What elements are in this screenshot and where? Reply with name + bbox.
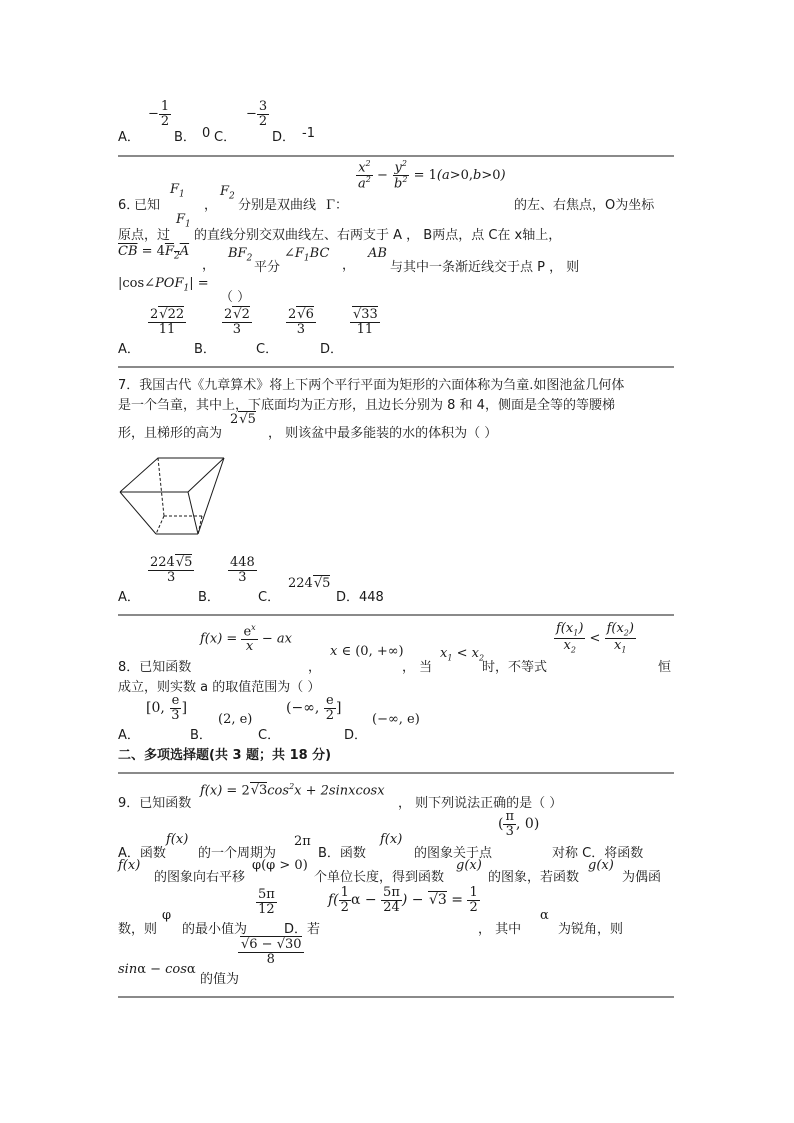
q7-line-3a: 形，且梯形的高为 xyxy=(118,426,223,441)
q8-function: f(x) = $\frac{e^x}{x}$ − ax xyxy=(200,623,292,654)
q8-option-c-value: (−∞, $\frac{e}{2}$ ] xyxy=(286,693,342,723)
q9-l3d: 为偶函 xyxy=(622,870,662,885)
q5-option-a-value: − $\frac{1}{2}$ xyxy=(148,99,170,129)
q9-l3c: 的图象，若函数 xyxy=(488,870,580,885)
q9-min-value: $\frac{5\pi}{12}$ xyxy=(258,887,275,917)
q6-option-d-label: D． xyxy=(320,342,344,357)
q5-option-d-value: -1 xyxy=(302,126,315,141)
q6-option-c-value: $\frac{2√6}{3}$ xyxy=(288,307,314,337)
question-7 xyxy=(118,370,678,610)
question-8 xyxy=(118,618,678,746)
q6-cos-expr: $|\cos\angle POF_1|$ = xyxy=(118,276,209,294)
q9-l2c: B．函数 xyxy=(318,846,366,861)
q6-text-1: 已知 xyxy=(134,198,161,213)
q9-point: ( $\frac{\pi}{3}$ , 0) xyxy=(498,809,540,839)
divider-rule xyxy=(118,996,674,998)
q8-option-a-label: A． xyxy=(118,728,140,743)
q7-option-d: D．448 xyxy=(336,590,384,605)
q9-text-1: ， 则下列说法正确的是（ ） xyxy=(398,796,563,811)
q9-l5a: 的值为 xyxy=(200,972,240,987)
q5-option-b-label: B． xyxy=(174,130,196,145)
q7-line-1: 7．我国古代《九章算术》将上下两个平行平面为矩形的六面体称为刍童.如图池盆几何体 xyxy=(118,378,625,393)
q8-text-1: ， xyxy=(308,660,322,675)
q9-l3a: 的图象向右平移 xyxy=(154,870,246,885)
q6-vector-eq: $\overline{CB} = 4F_2A$ xyxy=(118,244,190,262)
q9-l2a: A．函数 xyxy=(118,846,166,861)
q9-answer-value: $\frac{√6 - √30}{8}$ xyxy=(238,938,304,966)
q9-l2b: 的一个周期为 xyxy=(198,846,277,861)
q9-l4a: 数，则 xyxy=(118,922,158,937)
q8-condition: $x_1 < x_2$ xyxy=(440,646,485,663)
q7-line-2: 是一个刍童，其中上，下底面均为正方形，且边长分别为 8 和 4，侧面是全等的等腰梯 xyxy=(118,398,615,413)
q9-l4d: ， 其中 xyxy=(478,922,522,937)
q6-text-3: 的左、右焦点，O为坐标 xyxy=(514,198,655,213)
q9-l3b: 个单位长度，得到函数 xyxy=(314,870,445,885)
q9-fx-1: f(x) xyxy=(166,832,189,847)
q8-option-d-label: D． xyxy=(344,728,368,743)
q6-angle: $\angle F_1BC$ xyxy=(284,246,330,264)
q9-phi-condition: φ(φ > 0) xyxy=(252,858,308,873)
q5-option-b-value: 0 xyxy=(202,126,211,141)
q8-option-c-label: C． xyxy=(258,728,281,743)
q7-option-b-label: B． xyxy=(198,590,220,605)
q7-option-c-value: 224√5 xyxy=(288,576,331,591)
q9-l4c: D．若 xyxy=(284,922,321,937)
q9-l2d: 的图象关于点 xyxy=(414,846,493,861)
q6-comma: ， xyxy=(204,198,218,213)
q6-text-6: 平分 xyxy=(254,260,281,275)
q8-option-b-value: (2, e) xyxy=(218,712,253,727)
q8-domain: x ∈ (0, +∞) xyxy=(330,644,404,659)
q9-l4b: 的最小值为 xyxy=(182,922,248,937)
frustum-figure xyxy=(118,450,230,540)
divider-rule xyxy=(118,366,674,368)
q8-option-a-value: [0, $\frac{e}{3}$ ] xyxy=(146,693,188,723)
q6-ab: AB xyxy=(368,246,387,261)
q7-option-a-label: A． xyxy=(118,590,140,605)
q9-fx-3: f(x) xyxy=(118,858,141,873)
q7-option-c-label: C． xyxy=(258,590,281,605)
section-heading-multiple-choice: 二、多项选择题(共 3 题；共 18 分) xyxy=(118,748,332,763)
q9-alpha: α xyxy=(540,908,549,923)
q6-f1-b: $F_1$ xyxy=(176,212,191,230)
q8-line-2: 成立，则实数 a 的取值范围为（ ） xyxy=(118,680,321,695)
q6-option-a-value: $\frac{2√22}{11}$ xyxy=(150,307,185,337)
q6-text-2: 分别是双曲线 xyxy=(238,198,317,213)
q6-comma-2: ， xyxy=(202,258,216,273)
q8-text-2: ， 当 xyxy=(402,660,433,675)
q8-number: 8．已知函数 xyxy=(118,660,192,675)
q9-fx-2: f(x) xyxy=(380,832,403,847)
q6-option-b-label: B． xyxy=(194,342,216,357)
q6-option-c-label: C． xyxy=(256,342,279,357)
q7-height-value: 2√5 xyxy=(230,412,256,427)
q6-option-b-value: $\frac{2√2}{3}$ xyxy=(224,307,250,337)
q9-expression: sinα − cosα xyxy=(118,962,196,977)
divider-rule xyxy=(118,155,674,157)
q9-phi: φ xyxy=(162,908,172,923)
q8-text-4: 恒 xyxy=(658,660,672,675)
q6-text-7: 与其中一条渐近线交于点 P ， 则 xyxy=(390,260,580,275)
q5-option-d-label: D． xyxy=(272,130,296,145)
q9-period: 2π xyxy=(294,834,311,849)
q6-option-a-label: A． xyxy=(118,342,140,357)
q7-option-a-value: $\frac{224√5}{3}$ xyxy=(150,555,193,585)
q6-f1: $F_1$ xyxy=(170,182,185,200)
divider-rule xyxy=(118,614,674,616)
q5-option-c-label: C． xyxy=(214,130,237,145)
question-9 xyxy=(118,776,678,986)
q9-condition: f( $\frac{1}{2}$ α − $\frac{5\pi}{24}$ ) − √3 = $\frac{1}{2}$ xyxy=(328,885,478,915)
q9-number: 9．已知函数 xyxy=(118,796,192,811)
q6-f2: $F_2$ xyxy=(220,184,235,202)
q5-options xyxy=(118,96,678,146)
q6-text-4: 原点，过 xyxy=(118,228,171,243)
q6-text-5: 的直线分别交双曲线左、右两支于 A ， B两点，点 C在 x轴上， xyxy=(194,228,562,243)
q9-l4e: 为锐角，则 xyxy=(558,922,624,937)
q8-inequality: $\frac{f(x_1)}{x_2}$ < $\frac{f(x_2)}{x_1}$ xyxy=(556,621,634,655)
q6-number: 6． xyxy=(118,198,140,213)
q9-function: $f(x) = 2√3\cos^2x$ + 2sinxcosx xyxy=(200,782,385,799)
q6-gamma: Γ： xyxy=(326,198,349,213)
q5-option-c-value: − $\frac{3}{2}$ xyxy=(246,99,268,129)
q6-option-d-value: $\frac{√33}{11}$ xyxy=(350,308,380,336)
question-6 xyxy=(118,160,678,360)
q8-text-3: 时，不等式 xyxy=(482,660,548,675)
q5-option-a-label: A． xyxy=(118,130,140,145)
q8-option-b-label: B． xyxy=(190,728,212,743)
q6-blank: （ ） xyxy=(220,290,251,305)
q6-bf2: $BF_2$ xyxy=(228,246,253,264)
q7-option-b-value: $\frac{448}{3}$ xyxy=(230,555,255,585)
q7-line-3b: ， 则该盆中最多能装的水的体积为（ ） xyxy=(268,426,498,441)
q6-hyperbola-equation: $\frac{x^2}{a^2}$ − $\frac{y^2}{b^2}$ = 1(a>0,b>0) xyxy=(358,159,506,192)
q8-option-d-value: (−∞, e) xyxy=(372,712,420,727)
q9-gx-1: g(x) xyxy=(456,858,482,873)
q6-comma-3: ， xyxy=(342,258,356,273)
divider-rule xyxy=(118,772,674,774)
q9-gx-2: g(x) xyxy=(588,858,614,873)
q9-l2e: 对称 C．将函数 xyxy=(552,846,644,861)
